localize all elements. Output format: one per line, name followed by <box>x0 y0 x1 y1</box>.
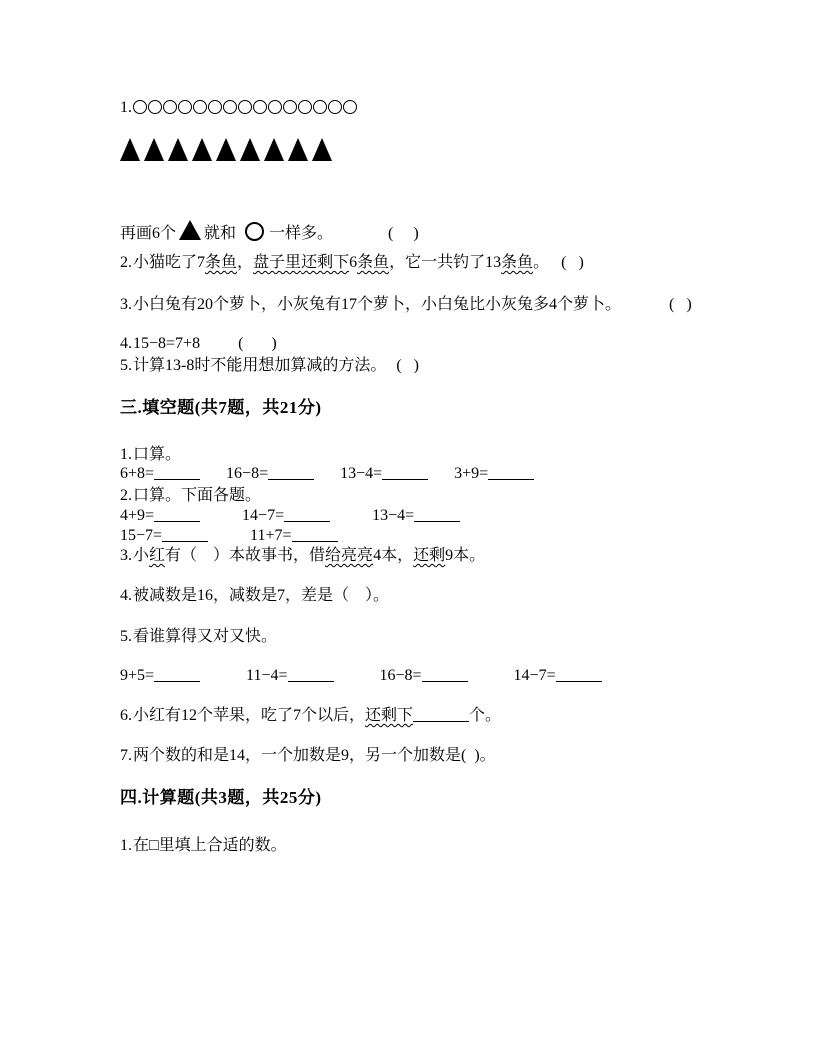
circle-shape <box>133 100 147 114</box>
fill-q4 <box>120 586 389 606</box>
fill-q1-text: 口算。 <box>133 446 182 463</box>
fill-q6 <box>120 706 501 726</box>
section-calc-heading: 四.计算题(共3题，共25分) <box>120 788 322 807</box>
judge-q5 <box>120 356 419 376</box>
judge-q1-number: 1. <box>120 99 132 116</box>
judge-q4-number: 4. <box>120 335 132 352</box>
calc-q1 <box>120 836 287 856</box>
equation-text: 4+9= <box>120 507 155 524</box>
fill-q6-wavy-word: 还剩下 <box>365 707 414 724</box>
equation-cell <box>242 506 330 526</box>
fill-q6-text: 小红有12个苹果，吃了7个以后， <box>133 707 366 724</box>
fill-q3-number: 3. <box>120 547 132 564</box>
equation-text: 14−7= <box>242 507 285 524</box>
equation-cell <box>246 666 333 686</box>
fill-q3-wavy-word: 红 <box>149 547 166 564</box>
equation-text: 11+7= <box>250 527 292 544</box>
circle-shape <box>268 100 282 114</box>
answer-blank <box>154 464 200 480</box>
answer-blank <box>268 464 314 480</box>
fill-q4-text: 被减数是16，减数是7，差是（ ）。 <box>133 587 390 604</box>
equation-text: 14−7= <box>513 667 556 684</box>
judge-q2-text: 。 <box>533 254 550 271</box>
judge-q5-number: 5. <box>120 357 132 374</box>
fill-q3-wavy-word: 还剩 <box>413 547 446 564</box>
judge-q1-text-pre: 再画6个 <box>120 225 177 242</box>
judge-q1-answer-paren: ( ) <box>388 225 419 242</box>
answer-blank <box>154 666 200 682</box>
fill-q7 <box>120 746 496 766</box>
fill-row1 <box>120 464 560 484</box>
judge-q1-text-post: 一样多。 <box>269 225 334 242</box>
answer-blank <box>422 666 468 682</box>
judge-q5-answer-paren: ( ) <box>396 357 419 374</box>
fill-q2-number: 2. <box>120 487 132 504</box>
fill-q1 <box>120 445 181 465</box>
circle-icon <box>245 222 264 241</box>
judge-q2-answer-paren: ( ) <box>561 254 584 271</box>
triangle-shape <box>120 138 140 161</box>
triangle-shape <box>288 138 308 161</box>
triangle-shape <box>264 138 284 161</box>
judge-q1-text-mid: 就和 <box>204 225 237 242</box>
judge-q4-answer-paren: ( ) <box>238 335 277 352</box>
equation-text: 13−4= <box>372 507 415 524</box>
judge-q4-equation: 15−8=7+8 <box>133 335 201 352</box>
circle-shape <box>343 100 357 114</box>
fill-row3 <box>120 526 380 546</box>
judge-q2-text: ， <box>237 254 254 271</box>
fill-q3 <box>120 546 485 566</box>
fill-row4 <box>120 666 648 686</box>
equation-cell <box>226 464 314 484</box>
equation-text: 3+9= <box>454 465 489 482</box>
answer-blank <box>292 526 338 542</box>
equation-cell <box>514 666 602 686</box>
judge-q2-wavy-word: 条鱼 <box>501 254 534 271</box>
judge-q2-wavy-word: 条鱼 <box>205 254 238 271</box>
answer-blank <box>556 666 602 682</box>
answer-blank <box>382 464 428 480</box>
circle-shape <box>298 100 312 114</box>
triangle-shape <box>168 138 188 161</box>
fill-q3-wavy-word: 给亮亮 <box>325 547 374 564</box>
equation-cell <box>120 666 200 686</box>
judge-q3 <box>120 295 692 315</box>
fill-row2 <box>120 506 502 526</box>
section-fill-heading: 三.填空题(共7题，共21分) <box>120 398 322 417</box>
circle-shape <box>238 100 252 114</box>
equation-text: 6+8= <box>120 465 155 482</box>
judge-q5-text: 计算13-8时不能用想加算减的方法。 <box>133 357 387 374</box>
judge-q2-wavy-word: 条鱼 <box>357 254 390 271</box>
circle-shape <box>223 100 237 114</box>
judge-q4 <box>120 334 277 354</box>
fill-q6-text: 个。 <box>469 707 502 724</box>
equation-cell <box>250 526 337 546</box>
circle-shape <box>148 100 162 114</box>
calc-q1-number: 1. <box>120 837 132 854</box>
triangle-shape <box>240 138 260 161</box>
fill-q5-text: 看谁算得又对又快。 <box>133 628 278 645</box>
answer-blank <box>284 506 330 522</box>
circle-shape <box>313 100 327 114</box>
triangle-shape <box>192 138 212 161</box>
fill-q3-text: 有（ ）本故事书，借 <box>165 547 326 564</box>
equation-text: 16−8= <box>226 465 269 482</box>
judge-q3-number: 3. <box>120 296 132 313</box>
equation-text: 9+5= <box>120 667 155 684</box>
circle-shape <box>253 100 267 114</box>
equation-text: 15−7= <box>120 527 163 544</box>
answer-blank <box>288 666 334 682</box>
fill-q7-number: 7. <box>120 747 132 764</box>
equation-cell <box>120 464 200 484</box>
circle-shape <box>328 100 342 114</box>
circle-shape <box>208 100 222 114</box>
judge-q3-text: 小白兔有20个萝卜，小灰兔有17个萝卜，小白兔比小灰兔多4个萝卜。 <box>133 296 622 313</box>
equation-cell <box>340 464 428 484</box>
fill-q3-text: 小 <box>133 547 150 564</box>
circle-shape <box>193 100 207 114</box>
judge-q2-wavy-word: 还剩下 <box>301 254 350 271</box>
fill-q7-text: 两个数的和是14，一个加数是9，另一个加数是( )。 <box>133 747 496 764</box>
answer-blank <box>162 526 208 542</box>
answer-blank <box>154 506 200 522</box>
equation-text: 16−8= <box>379 667 422 684</box>
triangles-row <box>120 138 336 167</box>
answer-blank <box>413 706 469 722</box>
equation-text: 11−4= <box>246 667 288 684</box>
circle-shape <box>283 100 297 114</box>
judge-q2-text: 6 <box>349 254 358 271</box>
equation-text: 13−4= <box>340 465 383 482</box>
fill-q3-text: 4本， <box>373 547 414 564</box>
judge-q2-text: ，它一共钓了13 <box>389 254 502 271</box>
equation-cell <box>454 464 534 484</box>
fill-q4-number: 4. <box>120 587 132 604</box>
judge-q2-wavy-word: 盘子里 <box>253 254 302 271</box>
judge-q2 <box>120 253 584 273</box>
equation-cell <box>372 506 460 526</box>
fill-q2-text: 口算。下面各题。 <box>133 487 262 504</box>
fill-q6-number: 6. <box>120 707 132 724</box>
circle-shape <box>178 100 192 114</box>
triangle-shape <box>144 138 164 161</box>
judge-q2-text: 小猫吃了7 <box>133 254 206 271</box>
calc-q1-text: 在□里填上合适的数。 <box>133 837 287 854</box>
circles-row <box>133 99 358 116</box>
circle-shape <box>163 100 177 114</box>
fill-q2 <box>120 486 261 506</box>
judge-q3-answer-paren: ( ) <box>669 296 692 313</box>
judge-q1-circles-line <box>120 98 358 118</box>
triangle-shape <box>216 138 236 161</box>
answer-blank <box>488 464 534 480</box>
fill-q5-number: 5. <box>120 628 132 645</box>
triangle-shape <box>312 138 332 161</box>
fill-q1-number: 1. <box>120 446 132 463</box>
judge-q2-number: 2. <box>120 254 132 271</box>
answer-blank <box>414 506 460 522</box>
equation-cell <box>120 526 208 546</box>
fill-q5 <box>120 627 277 647</box>
fill-q3-text: 9本。 <box>445 547 486 564</box>
equation-cell <box>380 666 468 686</box>
triangle-icon <box>179 220 201 240</box>
equation-cell <box>120 506 200 526</box>
judge-q1-prompt <box>120 220 419 244</box>
